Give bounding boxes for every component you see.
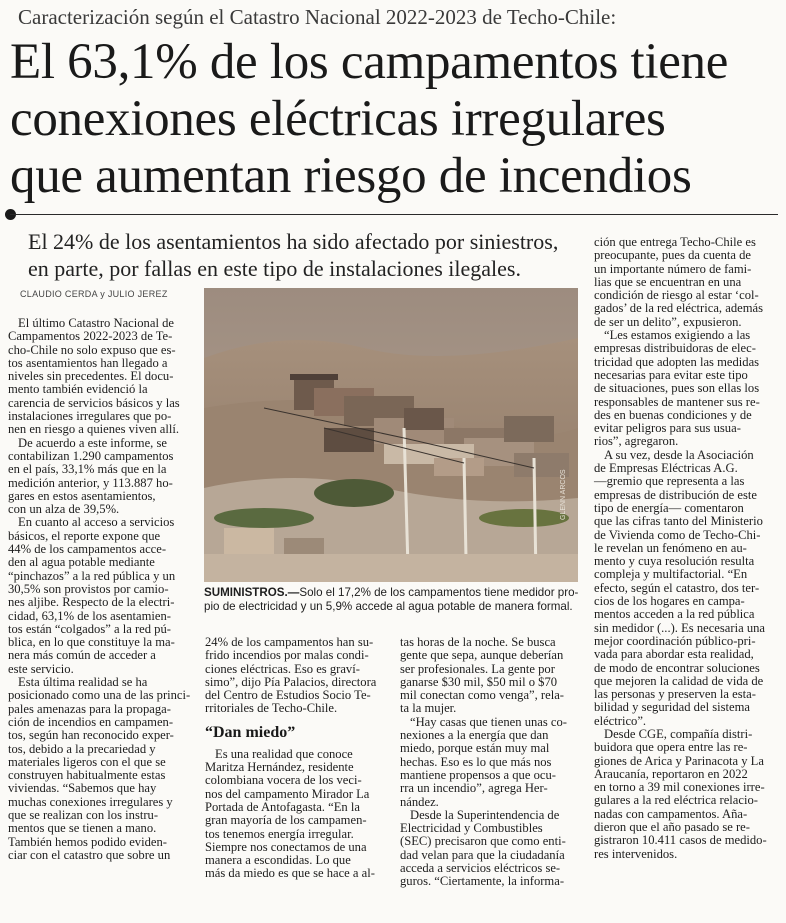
article-column-1 bbox=[8, 317, 196, 862]
text-line: Portada de Antofagasta. “En la bbox=[205, 799, 360, 814]
text-line: gares en estos asentamientos, bbox=[8, 488, 156, 503]
text-line: A su vez, desde la Asociación bbox=[604, 447, 754, 462]
hillside-settlement-image bbox=[204, 288, 578, 582]
text-line: instalaciones irregulares que po- bbox=[8, 409, 172, 424]
text-line: tipo de energía— comentaron bbox=[594, 500, 744, 515]
text-line: simo”, dijo Pía Palacios, directora bbox=[205, 674, 377, 689]
text-line: tas horas de la noche. Se busca bbox=[400, 635, 556, 649]
text-line: muchas conexiones irregulares y bbox=[8, 794, 173, 809]
text-line: eléctrico”. bbox=[594, 713, 647, 728]
text-line: hechas. Eso es lo que más nos bbox=[400, 754, 552, 769]
text-line: con un alza de 39,5%. bbox=[8, 502, 120, 517]
text-line: des en buenas condiciones y de bbox=[594, 407, 752, 422]
text-line: guros. “Ciertamente, la informa- bbox=[400, 874, 565, 889]
text-line: “pinchazos” a la red pública y un bbox=[8, 568, 176, 583]
text-line: las personas y preserven la esta- bbox=[594, 687, 756, 702]
article-column-2 bbox=[205, 636, 393, 881]
text-line: pales amenazas para la propaga- bbox=[8, 701, 171, 716]
text-line: nen en riesgo a quienes viven allí. bbox=[8, 422, 180, 437]
text-line: cho-Chile no solo expuso que es- bbox=[8, 342, 176, 357]
subhead-line: El 24% de los asentamientos ha sido afectado por siniestros, bbox=[28, 229, 559, 254]
text-line: ciones eléctricas. Eso es graví- bbox=[205, 661, 360, 676]
text-line: El último Catastro Nacional de bbox=[18, 316, 174, 330]
text-line: materiales ligeros con el que se bbox=[8, 754, 166, 769]
text-line: preocupante, pues da cuenta de bbox=[594, 248, 751, 263]
byline: CLAUDIO CERDA y JULIO JEREZ bbox=[20, 289, 168, 299]
text-line: gulares a la red eléctrica relacio- bbox=[594, 793, 758, 808]
text-line: También hemos podido eviden- bbox=[8, 834, 167, 849]
text-line: mentos que se tienen a mano. bbox=[8, 821, 157, 836]
text-line: necesarias para evitar este tipo bbox=[594, 367, 748, 382]
text-line: manera a escondidas. Lo que bbox=[205, 853, 351, 868]
text-line: —gremio que representa a las bbox=[594, 474, 745, 489]
caption-text: Solo el 17,2% de los campamentos tiene medidor pro- bbox=[299, 586, 579, 599]
text-line: nández. bbox=[400, 794, 439, 809]
photo-credit: GLENN ARCOS bbox=[560, 469, 567, 520]
text-line: evitar peligros para sus usua- bbox=[594, 421, 741, 436]
text-line: más da miedo es que se hace a al- bbox=[205, 866, 375, 881]
text-line: Maritza Hernández, residente bbox=[205, 760, 354, 775]
text-line: buidora que opera entre las re- bbox=[594, 740, 748, 755]
text-line: den al agua potable mediante bbox=[8, 555, 155, 570]
text-line: viviendas. “Sabemos que hay bbox=[8, 781, 157, 796]
text-line: gados’ de la red eléctrica, además bbox=[594, 301, 763, 316]
text-line: nadas con campamentos. Aña- bbox=[594, 806, 748, 821]
text-line: nera más común de acceder a bbox=[8, 648, 156, 663]
text-line: Araucanía, reportaron en 2022 bbox=[594, 766, 748, 781]
text-line: Desde la Superintendencia de bbox=[410, 807, 560, 822]
text-line: gistraron 10.411 casos de medido- bbox=[594, 833, 767, 848]
text-line: sin medidor (...). Es necesaria una bbox=[594, 620, 766, 635]
text-line: miedo, porque están muy mal bbox=[400, 741, 550, 756]
text-line: ción que entrega Techo-Chile es bbox=[594, 235, 756, 249]
text-line: ganarse $30 mil, $50 mil o $70 bbox=[400, 674, 558, 689]
text-line: Siempre nos conectamos de una bbox=[205, 839, 367, 854]
text-line: gente que sepa, aunque deberían bbox=[400, 648, 564, 663]
text-line: 24% de los campamentos han su- bbox=[205, 635, 374, 649]
text-line: mento y cuya resolución resulta bbox=[594, 554, 755, 569]
text-line: mento también evidenció la bbox=[8, 382, 148, 397]
subhead-line: en parte, por fallas en este tipo de instalaciones ilegales. bbox=[28, 256, 521, 281]
text-line: rritoriales de Techo-Chile. bbox=[205, 701, 338, 716]
text-line: este servicio. bbox=[8, 661, 74, 676]
text-line: empresas de distribución de este bbox=[594, 487, 757, 502]
text-line: básicos, el reporte expone que bbox=[8, 528, 161, 543]
subheadline bbox=[28, 228, 578, 282]
text-line: frido incendios por malas condi- bbox=[205, 648, 369, 663]
caption-label: SUMINISTROS.— bbox=[204, 586, 300, 599]
text-line: que se realizan con los instru- bbox=[8, 807, 159, 822]
text-line: Es una realidad que conoce bbox=[215, 746, 353, 761]
text-line: res intervenidos. bbox=[594, 846, 678, 861]
text-line: condición de riesgo al estar ‘col- bbox=[594, 288, 759, 303]
text-line: mejor coordinación público-pri- bbox=[594, 633, 756, 648]
text-line: lias que se encuentran en una bbox=[594, 274, 742, 289]
text-line: de modo de encontrar soluciones bbox=[594, 660, 760, 675]
text-line: contabilizan 1.290 campamentos bbox=[8, 448, 174, 463]
text-line: En cuanto al acceso a servicios bbox=[18, 515, 175, 530]
news-photo bbox=[204, 288, 578, 582]
column-2-intro bbox=[205, 636, 393, 716]
text-line: cidad, 63,1% de los asentamien- bbox=[8, 608, 171, 623]
text-line: nexiones a la energía que dan bbox=[400, 728, 549, 743]
text-line: empresas distribuidoras de elec- bbox=[594, 341, 756, 356]
kicker: Caracterización según el Catastro Nacional 2022-2023 de Techo-Chile: bbox=[18, 5, 617, 29]
text-line: ción de incendios en campamen- bbox=[8, 714, 174, 729]
text-line: responsables de mantener sus re- bbox=[594, 394, 760, 409]
text-line: Electricidad y Combustibles bbox=[400, 821, 543, 836]
text-line: medición anterior, y 113.887 ho- bbox=[8, 475, 173, 490]
text-line: (SEC) precisaron que como enti- bbox=[400, 834, 566, 849]
headline bbox=[10, 34, 780, 205]
text-line: ciar con el catastro que sobre un bbox=[8, 847, 171, 862]
text-line: tos, según han reconocido exper- bbox=[8, 728, 174, 743]
text-line: que las cifras tanto del Ministerio bbox=[594, 514, 763, 529]
text-line: nes aljibe. Respecto de la electri- bbox=[8, 595, 175, 610]
article-column-3 bbox=[400, 636, 585, 889]
photo-caption bbox=[204, 586, 582, 614]
text-line: giones de Arica y Parinacota y La bbox=[594, 753, 764, 768]
text-line: rios”, agregaron. bbox=[594, 434, 679, 449]
text-line: le revelan un fenómeno en au- bbox=[594, 540, 747, 555]
text-line: que mejoren la calidad de vida de bbox=[594, 673, 764, 688]
text-line: mentos acceden a la red pública bbox=[594, 607, 755, 622]
text-line: 44% de los campamentos acce- bbox=[8, 542, 167, 557]
text-line: de situaciones, pues son ellas los bbox=[594, 381, 760, 396]
text-line: Esta última realidad se ha bbox=[18, 675, 148, 690]
section-subtitle: “Dan miedo” bbox=[205, 723, 296, 741]
text-line: dieron que el año pasado se re- bbox=[594, 820, 750, 835]
text-line: tos tenemos energía irregular. bbox=[205, 826, 354, 841]
text-line: construyen habitualmente estas bbox=[8, 768, 166, 783]
text-line: de ser un delito”, expusieron. bbox=[594, 314, 742, 329]
text-line: compleja y multifactorial. “En bbox=[594, 567, 748, 582]
text-line: efecto, según el catastro, dos ter- bbox=[594, 580, 760, 595]
text-line: carencia de servicios básicos y las bbox=[8, 395, 180, 410]
text-line: De acuerdo a este informe, se bbox=[18, 435, 167, 450]
text-line: tos, debido a la precariedad y bbox=[8, 741, 156, 756]
headline-line: El 63,1% de los campamentos tiene bbox=[10, 34, 729, 90]
text-line: de Empresas Eléctricas A.G. bbox=[594, 461, 738, 476]
text-line: vada para abordar esta realidad, bbox=[594, 647, 754, 662]
text-line: tos asentamientos han llegado a bbox=[8, 355, 168, 370]
text-line: de Vivienda como de Techo-Chi- bbox=[594, 527, 761, 542]
text-line: nos del campamento Mirador La bbox=[205, 786, 370, 801]
headline-line: conexiones eléctricas irregulares bbox=[10, 91, 666, 147]
text-line: 30,5% son provistos por camio- bbox=[8, 581, 169, 596]
text-line: en el país, 33,1% más que en la bbox=[8, 462, 167, 477]
text-line: posicionado como una de las princi- bbox=[8, 688, 191, 703]
text-line: colombiana vocera de los veci- bbox=[205, 773, 362, 788]
text-line: dad velan para que la ciudadanía bbox=[400, 847, 565, 862]
text-line: mantiene propensos a que ocu- bbox=[400, 767, 556, 782]
text-line: del Centro de Estudios Socio Te- bbox=[205, 688, 371, 703]
text-line: tos están “colgados” a la red pú- bbox=[8, 621, 171, 636]
text-line: rra un incendio”, agrega Her- bbox=[400, 781, 548, 796]
text-line: bilidad y seguridad del sistema bbox=[594, 700, 750, 715]
text-line: un importante número de fami- bbox=[594, 261, 752, 276]
headline-line: que aumentan riesgo de incendios bbox=[10, 148, 692, 204]
headline-divider bbox=[10, 214, 778, 215]
text-line: mil conectan como venga”, rela- bbox=[400, 688, 564, 703]
text-line: cios de los hogares en campa- bbox=[594, 594, 745, 609]
text-line: ta la mujer. bbox=[400, 701, 457, 716]
article-column-4 bbox=[594, 236, 782, 861]
text-line: gran mayoría de los campamen- bbox=[205, 813, 367, 828]
text-line: Desde CGE, compañía distri- bbox=[604, 726, 753, 741]
text-line: niveles sin precedentes. El docu- bbox=[8, 369, 174, 384]
text-line: acceda a servicios eléctricos se- bbox=[400, 861, 561, 876]
text-line: tricidad que adopten las medidas bbox=[594, 354, 760, 369]
text-line: en torno a 39 mil conexiones irre- bbox=[594, 780, 765, 795]
caption-line: pio de electricidad y un 5,9% accede al agua potable de manera formal. bbox=[204, 600, 573, 613]
caption-line bbox=[204, 586, 582, 600]
text-line: Campamentos 2022-2023 de Te- bbox=[8, 329, 173, 344]
text-line: “Les estamos exigiendo a las bbox=[604, 328, 751, 343]
text-line: ser profesionales. La gente por bbox=[400, 661, 555, 676]
column-2-body bbox=[205, 748, 393, 881]
text-line: “Hay casas que tienen unas co- bbox=[410, 714, 568, 729]
text-line: blica, en lo que constituye la ma- bbox=[8, 635, 175, 650]
